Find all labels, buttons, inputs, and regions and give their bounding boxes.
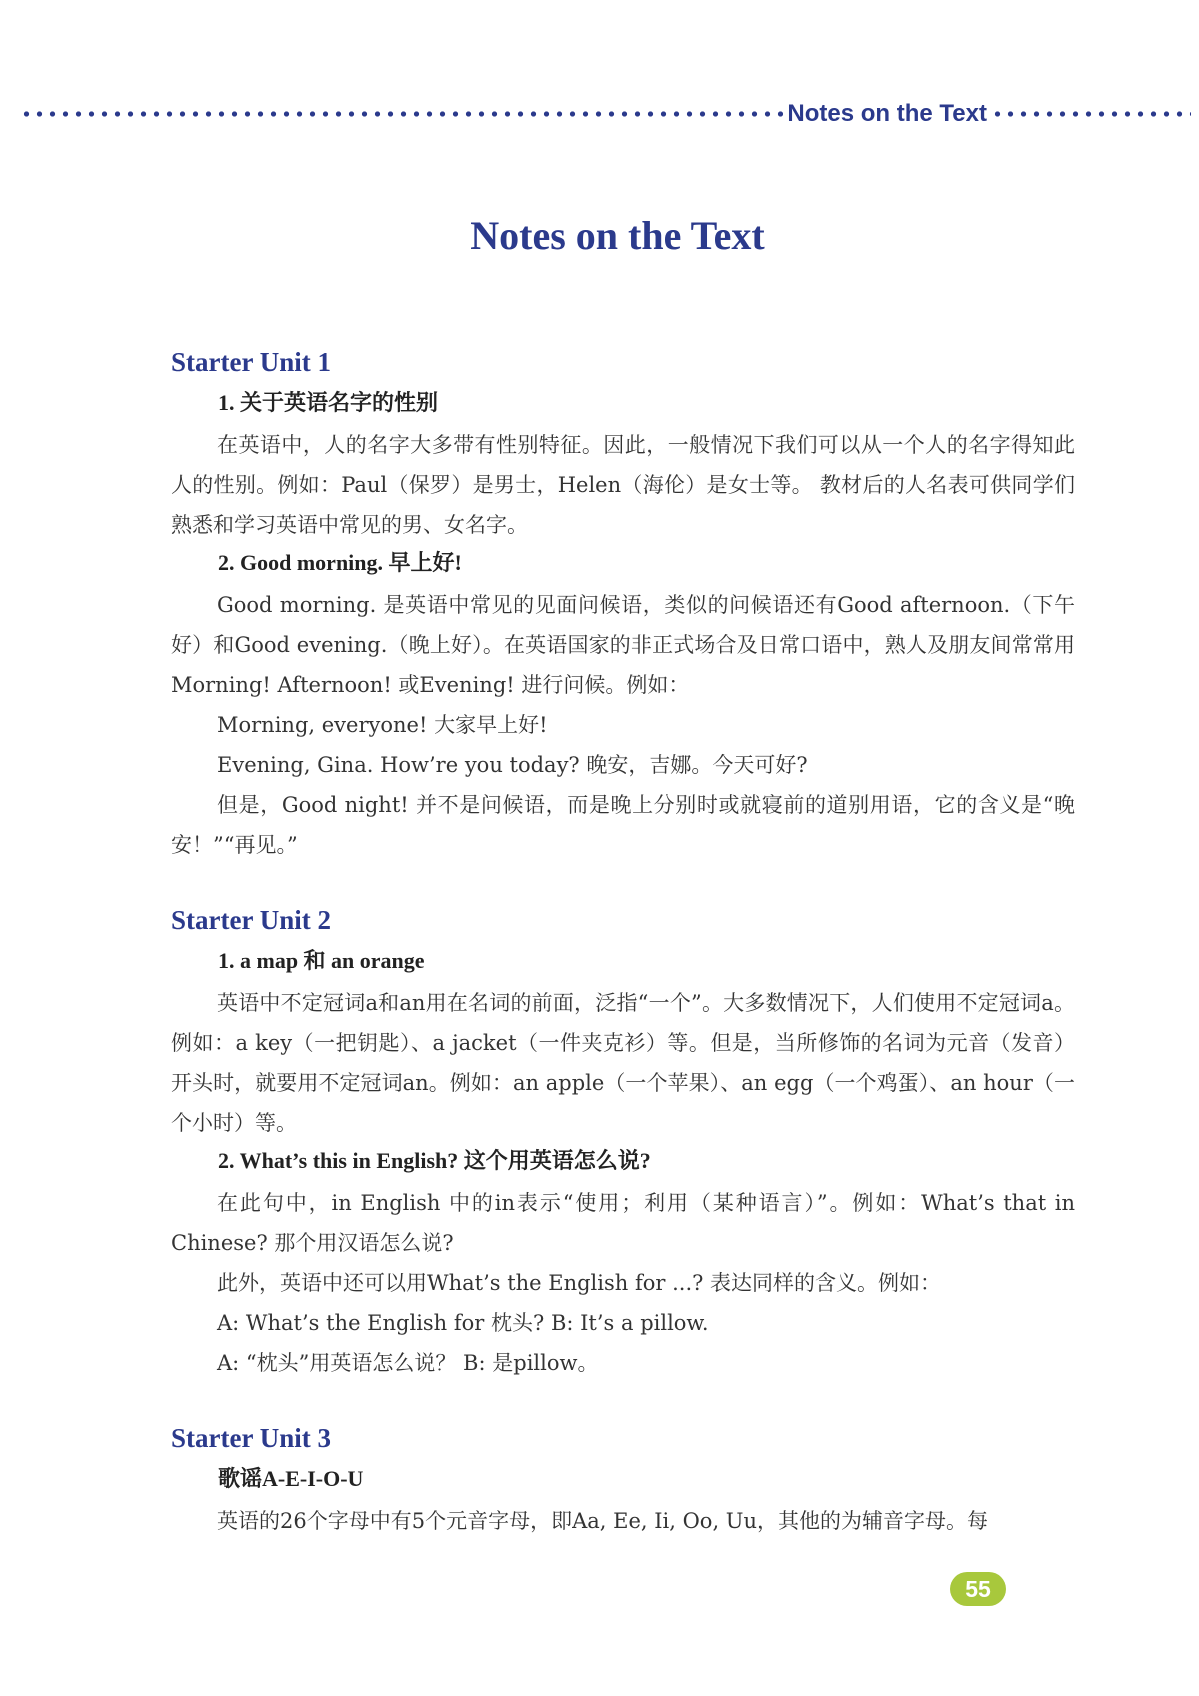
note-paragraph: 英语的26个字母中有5个元音字母，即Aa, Ee, Ii, Oo, Uu，其他的为辅音字母。每 bbox=[217, 1509, 989, 1533]
notes-content bbox=[171, 345, 1075, 1541]
note-paragraph: Good morning. 是英语中常见的见面问候语，类似的问候语还有Good afternoon.（下午好）和Good evening.（晚上好）。在英语国家的非正式场合及日常口语中，熟人及朋友间常常用Morning! Afternoon! 或Evening! 进行问候。例如： bbox=[171, 593, 1075, 697]
running-header bbox=[20, 98, 1191, 130]
note-paragraph: 此外，英语中还可以用What’s the English for ...? 表达同样的含义。例如： bbox=[217, 1271, 942, 1295]
example-sentence: A: “枕头”用英语怎么说？ B: 是pillow。 bbox=[217, 1351, 599, 1375]
unit-section bbox=[171, 345, 1075, 865]
note-heading: 1. 关于英语名字的性别 bbox=[218, 390, 439, 415]
note-paragraph: 英语中不定冠词a和an用在名词的前面，泛指“一个”。大多数情况下，人们使用不定冠词a。例如：a key（一把钥匙）、a jacket（一件夹克衫）等。但是，当所修饰的名词为元音（发音）开头时，就要用不定冠词an。例如：an apple（一个苹果）、an egg（一个鸡蛋）、an hour（一个小时）等。 bbox=[171, 991, 1075, 1135]
unit-title: Starter Unit 2 bbox=[171, 905, 331, 935]
page-title: Notes on the Text bbox=[470, 213, 765, 258]
header-dotted-rule-left bbox=[20, 110, 783, 118]
note-paragraph: 在此句中，in English 中的in表示“使用；利用（某种语言）”。例如：What’s that in Chinese? 那个用汉语怎么说? bbox=[171, 1191, 1075, 1255]
note-heading: 1. a map 和 an orange bbox=[218, 948, 425, 973]
header-dotted-rule-right bbox=[991, 110, 1191, 118]
note-heading: 2. Good morning. 早上好! bbox=[218, 550, 462, 575]
example-sentence: A: What’s the English for 枕头? B: It’s a pillow. bbox=[217, 1311, 709, 1335]
example-sentence: Evening, Gina. How’re you today? 晚安，吉娜。今天可好? bbox=[217, 753, 808, 777]
note-heading: 歌谣A-E-I-O-U bbox=[218, 1466, 364, 1491]
page-number: 55 bbox=[950, 1572, 1006, 1606]
note-paragraph: 在英语中，人的名字大多带有性别特征。因此，一般情况下我们可以从一个人的名字得知此人的性别。例如：Paul（保罗）是男士，Helen（海伦）是女士等。 教材后的人名表可供同学们熟悉和学习英语中常见的男、女名字。 bbox=[171, 433, 1075, 537]
note-paragraph: 但是，Good night! 并不是问候语，而是晚上分别时或就寝前的道别用语，它的含义是“晚安！”“再见。” bbox=[171, 793, 1075, 857]
running-header-label: Notes on the Text bbox=[787, 100, 987, 127]
example-sentence: Morning, everyone! 大家早上好! bbox=[217, 713, 548, 737]
unit-section bbox=[171, 903, 1075, 1383]
unit-section bbox=[171, 1421, 1075, 1541]
unit-title: Starter Unit 1 bbox=[171, 347, 331, 377]
note-heading: 2. What’s this in English? 这个用英语怎么说? bbox=[218, 1148, 651, 1173]
unit-title: Starter Unit 3 bbox=[171, 1423, 331, 1453]
